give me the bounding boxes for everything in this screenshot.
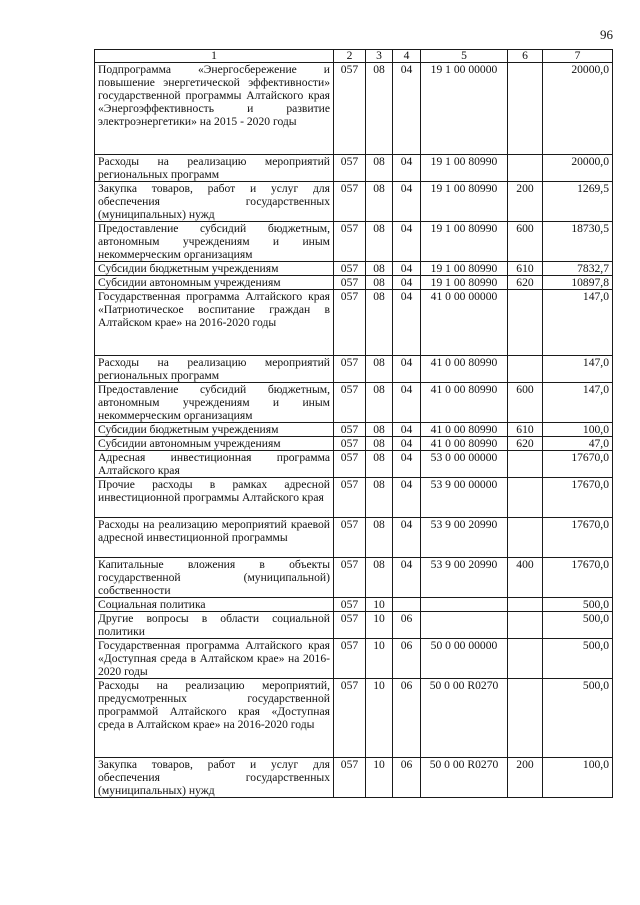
expense-type-cell bbox=[508, 155, 543, 182]
amount-cell: 100,0 bbox=[543, 423, 613, 437]
target-article-cell: 19 1 00 00000 bbox=[421, 63, 508, 155]
ministry-code-cell: 057 bbox=[334, 155, 366, 182]
target-article-cell: 41 0 00 80990 bbox=[421, 356, 508, 383]
expense-name-cell: Предоставление субсидий бюджетным, автономным учреждениям и иным некоммерческим организациям bbox=[95, 222, 334, 262]
amount-cell: 1269,5 bbox=[543, 182, 613, 222]
header-cell: 2 bbox=[334, 50, 366, 63]
expense-type-cell: 610 bbox=[508, 423, 543, 437]
expense-type-cell: 610 bbox=[508, 262, 543, 276]
table-row bbox=[95, 155, 613, 182]
page-number: 96 bbox=[600, 27, 613, 42]
section-code-cell: 10 bbox=[366, 758, 393, 798]
subsection-code-cell: 04 bbox=[393, 451, 421, 478]
expense-type-cell: 620 bbox=[508, 276, 543, 290]
target-article-cell bbox=[421, 612, 508, 639]
ministry-code-cell: 057 bbox=[334, 356, 366, 383]
table-row bbox=[95, 222, 613, 262]
subsection-code-cell: 04 bbox=[393, 478, 421, 518]
amount-cell: 147,0 bbox=[543, 356, 613, 383]
section-code-cell: 08 bbox=[366, 63, 393, 155]
table-row bbox=[95, 679, 613, 758]
header-cell: 5 bbox=[421, 50, 508, 63]
section-code-cell: 08 bbox=[366, 437, 393, 451]
ministry-code-cell: 057 bbox=[334, 478, 366, 518]
ministry-code-cell: 057 bbox=[334, 222, 366, 262]
subsection-code-cell: 04 bbox=[393, 63, 421, 155]
ministry-code-cell: 057 bbox=[334, 63, 366, 155]
subsection-code-cell: 04 bbox=[393, 276, 421, 290]
amount-cell: 17670,0 bbox=[543, 478, 613, 518]
subsection-code-cell: 04 bbox=[393, 290, 421, 356]
ministry-code-cell: 057 bbox=[334, 290, 366, 356]
expense-type-cell bbox=[508, 290, 543, 356]
amount-cell: 17670,0 bbox=[543, 518, 613, 558]
table-row bbox=[95, 451, 613, 478]
target-article-cell: 19 1 00 80990 bbox=[421, 182, 508, 222]
section-code-cell: 08 bbox=[366, 518, 393, 558]
table-row bbox=[95, 558, 613, 598]
target-article-cell bbox=[421, 598, 508, 612]
expense-name-cell: Социальная политика bbox=[95, 598, 334, 612]
amount-cell: 147,0 bbox=[543, 383, 613, 423]
ministry-code-cell: 057 bbox=[334, 423, 366, 437]
section-code-cell: 08 bbox=[366, 290, 393, 356]
subsection-code-cell: 04 bbox=[393, 423, 421, 437]
amount-cell: 47,0 bbox=[543, 437, 613, 451]
section-code-cell: 08 bbox=[366, 356, 393, 383]
target-article-cell: 19 1 00 80990 bbox=[421, 155, 508, 182]
target-article-cell: 41 0 00 00000 bbox=[421, 290, 508, 356]
ministry-code-cell: 057 bbox=[334, 639, 366, 679]
target-article-cell: 50 0 00 R0270 bbox=[421, 679, 508, 758]
expense-type-cell bbox=[508, 451, 543, 478]
amount-cell: 20000,0 bbox=[543, 63, 613, 155]
ministry-code-cell: 057 bbox=[334, 451, 366, 478]
expense-type-cell bbox=[508, 518, 543, 558]
header-cell: 7 bbox=[543, 50, 613, 63]
amount-cell: 17670,0 bbox=[543, 558, 613, 598]
expense-name-cell: Расходы на реализацию мероприятий региональных программ bbox=[95, 155, 334, 182]
header-cell: 6 bbox=[508, 50, 543, 63]
section-code-cell: 08 bbox=[366, 182, 393, 222]
table-row bbox=[95, 437, 613, 451]
ministry-code-cell: 057 bbox=[334, 612, 366, 639]
ministry-code-cell: 057 bbox=[334, 758, 366, 798]
expense-type-cell: 200 bbox=[508, 182, 543, 222]
subsection-code-cell: 04 bbox=[393, 262, 421, 276]
expense-name-cell: Расходы на реализацию мероприятий краевой адресной инвестиционной программы bbox=[95, 518, 334, 558]
subsection-code-cell: 04 bbox=[393, 518, 421, 558]
table-row bbox=[95, 63, 613, 155]
ministry-code-cell: 057 bbox=[334, 558, 366, 598]
amount-cell: 500,0 bbox=[543, 612, 613, 639]
section-code-cell: 10 bbox=[366, 598, 393, 612]
header-cell: 4 bbox=[393, 50, 421, 63]
table-row bbox=[95, 758, 613, 798]
section-code-cell: 08 bbox=[366, 222, 393, 262]
table-row bbox=[95, 356, 613, 383]
ministry-code-cell: 057 bbox=[334, 383, 366, 423]
target-article-cell: 50 0 00 00000 bbox=[421, 639, 508, 679]
expense-name-cell: Подпрограмма «Энергосбережение и повышение энергетической эффективности» государственной программы Алтайского края «Энергоэффективность и развитие электроэнергетики» на 2015 - 2020 годы bbox=[95, 63, 334, 155]
subsection-code-cell: 04 bbox=[393, 356, 421, 383]
expense-type-cell: 600 bbox=[508, 222, 543, 262]
amount-cell: 500,0 bbox=[543, 679, 613, 758]
target-article-cell: 19 1 00 80990 bbox=[421, 276, 508, 290]
section-code-cell: 08 bbox=[366, 423, 393, 437]
section-code-cell: 08 bbox=[366, 451, 393, 478]
section-code-cell: 08 bbox=[366, 383, 393, 423]
header-cell: 3 bbox=[366, 50, 393, 63]
expense-name-cell: Субсидии автономным учреждениям bbox=[95, 276, 334, 290]
expense-type-cell bbox=[508, 356, 543, 383]
section-code-cell: 08 bbox=[366, 478, 393, 518]
target-article-cell: 53 0 00 00000 bbox=[421, 451, 508, 478]
expense-type-cell bbox=[508, 639, 543, 679]
target-article-cell: 53 9 00 20990 bbox=[421, 518, 508, 558]
subsection-code-cell: 04 bbox=[393, 182, 421, 222]
table-body bbox=[95, 63, 613, 798]
amount-cell: 147,0 bbox=[543, 290, 613, 356]
expense-name-cell: Капитальные вложения в объекты государственной (муниципальной) собственности bbox=[95, 558, 334, 598]
amount-cell: 18730,5 bbox=[543, 222, 613, 262]
table-row bbox=[95, 598, 613, 612]
amount-cell: 500,0 bbox=[543, 598, 613, 612]
table-row bbox=[95, 290, 613, 356]
expense-name-cell: Расходы на реализацию мероприятий региональных программ bbox=[95, 356, 334, 383]
expense-name-cell: Закупка товаров, работ и услуг для обеспечения государственных (муниципальных) нужд bbox=[95, 758, 334, 798]
target-article-cell: 19 1 00 80990 bbox=[421, 222, 508, 262]
ministry-code-cell: 057 bbox=[334, 437, 366, 451]
expense-name-cell: Субсидии бюджетным учреждениям bbox=[95, 423, 334, 437]
target-article-cell: 41 0 00 80990 bbox=[421, 423, 508, 437]
amount-cell: 17670,0 bbox=[543, 451, 613, 478]
table-header-row bbox=[95, 50, 613, 63]
table-row bbox=[95, 518, 613, 558]
target-article-cell: 41 0 00 80990 bbox=[421, 383, 508, 423]
section-code-cell: 10 bbox=[366, 612, 393, 639]
amount-cell: 20000,0 bbox=[543, 155, 613, 182]
header-cell: 1 bbox=[95, 50, 334, 63]
target-article-cell: 50 0 00 R0270 bbox=[421, 758, 508, 798]
table-row bbox=[95, 262, 613, 276]
table-row bbox=[95, 612, 613, 639]
expense-name-cell: Государственная программа Алтайского края «Доступная среда в Алтайском крае» на 2016-2020 годы bbox=[95, 639, 334, 679]
expense-type-cell: 600 bbox=[508, 383, 543, 423]
target-article-cell: 41 0 00 80990 bbox=[421, 437, 508, 451]
section-code-cell: 08 bbox=[366, 558, 393, 598]
subsection-code-cell: 06 bbox=[393, 639, 421, 679]
table-row bbox=[95, 423, 613, 437]
ministry-code-cell: 057 bbox=[334, 598, 366, 612]
subsection-code-cell bbox=[393, 598, 421, 612]
expense-type-cell bbox=[508, 63, 543, 155]
table-row bbox=[95, 276, 613, 290]
expense-name-cell: Расходы на реализацию мероприятий, предусмотренных государственной программой Алтайского края «Доступная среда в Алтайском крае» на 2016-2020 годы bbox=[95, 679, 334, 758]
budget-table bbox=[94, 49, 613, 798]
subsection-code-cell: 04 bbox=[393, 155, 421, 182]
ministry-code-cell: 057 bbox=[334, 518, 366, 558]
expense-name-cell: Закупка товаров, работ и услуг для обеспечения государственных (муниципальных) нужд bbox=[95, 182, 334, 222]
amount-cell: 10897,8 bbox=[543, 276, 613, 290]
section-code-cell: 08 bbox=[366, 155, 393, 182]
expense-name-cell: Другие вопросы в области социальной политики bbox=[95, 612, 334, 639]
subsection-code-cell: 06 bbox=[393, 679, 421, 758]
target-article-cell: 19 1 00 80990 bbox=[421, 262, 508, 276]
expense-type-cell bbox=[508, 478, 543, 518]
ministry-code-cell: 057 bbox=[334, 262, 366, 276]
ministry-code-cell: 057 bbox=[334, 276, 366, 290]
table-row bbox=[95, 639, 613, 679]
amount-cell: 100,0 bbox=[543, 758, 613, 798]
subsection-code-cell: 04 bbox=[393, 558, 421, 598]
subsection-code-cell: 04 bbox=[393, 383, 421, 423]
expense-name-cell: Прочие расходы в рамках адресной инвестиционной программы Алтайского края bbox=[95, 478, 334, 518]
subsection-code-cell: 06 bbox=[393, 612, 421, 639]
ministry-code-cell: 057 bbox=[334, 182, 366, 222]
expense-type-cell: 620 bbox=[508, 437, 543, 451]
amount-cell: 7832,7 bbox=[543, 262, 613, 276]
expense-name-cell: Адресная инвестиционная программа Алтайского края bbox=[95, 451, 334, 478]
expense-type-cell bbox=[508, 598, 543, 612]
expense-name-cell: Предоставление субсидий бюджетным, автономным учреждениям и иным некоммерческим организациям bbox=[95, 383, 334, 423]
expense-type-cell bbox=[508, 612, 543, 639]
subsection-code-cell: 04 bbox=[393, 437, 421, 451]
subsection-code-cell: 06 bbox=[393, 758, 421, 798]
amount-cell: 500,0 bbox=[543, 639, 613, 679]
expense-type-cell: 400 bbox=[508, 558, 543, 598]
subsection-code-cell: 04 bbox=[393, 222, 421, 262]
section-code-cell: 08 bbox=[366, 262, 393, 276]
section-code-cell: 08 bbox=[366, 276, 393, 290]
expense-name-cell: Субсидии автономным учреждениям bbox=[95, 437, 334, 451]
expense-name-cell: Субсидии бюджетным учреждениям bbox=[95, 262, 334, 276]
section-code-cell: 10 bbox=[366, 679, 393, 758]
section-code-cell: 10 bbox=[366, 639, 393, 679]
expense-name-cell: Государственная программа Алтайского края «Патриотическое воспитание граждан в Алтайском крае» на 2016-2020 годы bbox=[95, 290, 334, 356]
expense-type-cell bbox=[508, 679, 543, 758]
target-article-cell: 53 9 00 20990 bbox=[421, 558, 508, 598]
target-article-cell: 53 9 00 00000 bbox=[421, 478, 508, 518]
table-row bbox=[95, 478, 613, 518]
table-row bbox=[95, 383, 613, 423]
table-row bbox=[95, 182, 613, 222]
ministry-code-cell: 057 bbox=[334, 679, 366, 758]
expense-type-cell: 200 bbox=[508, 758, 543, 798]
